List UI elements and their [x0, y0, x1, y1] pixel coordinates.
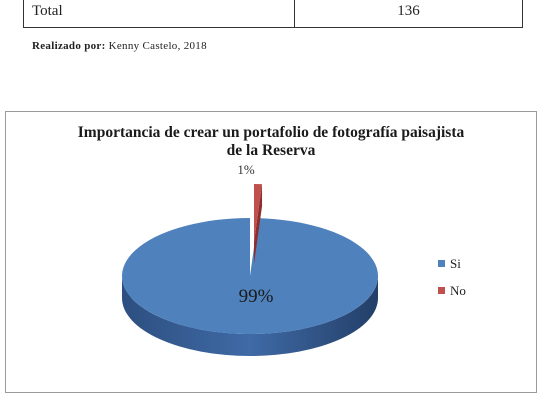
- pie-slice-si: [122, 218, 378, 334]
- legend-label-si: Si: [450, 255, 461, 271]
- data-label-si: 99%: [238, 286, 274, 307]
- summary-table: [23, 0, 523, 28]
- total-label-cell: Total: [24, 0, 295, 28]
- chart-title-line-2: de la Reserva: [226, 142, 316, 159]
- table-row-total: [24, 0, 523, 28]
- legend-swatch-si: [438, 260, 445, 267]
- source-author: Kenny Castelo, 2018: [108, 40, 207, 52]
- legend-item-si: [438, 250, 466, 277]
- legend-swatch-no: [438, 287, 445, 294]
- summary-table-wrapper: [23, 0, 523, 28]
- legend-item-no: [438, 277, 466, 304]
- total-value-cell: 136: [295, 0, 523, 28]
- chart-title-line-1: Importancia de crear un portafolio de fotografía paisajista: [77, 124, 465, 141]
- source-prefix: Realizado por:: [32, 40, 106, 52]
- data-label-no: 1%: [237, 162, 255, 177]
- source-note: [32, 40, 207, 52]
- chart-legend: [438, 250, 466, 304]
- chart-frame: [5, 111, 537, 393]
- legend-label-no: No: [450, 282, 466, 298]
